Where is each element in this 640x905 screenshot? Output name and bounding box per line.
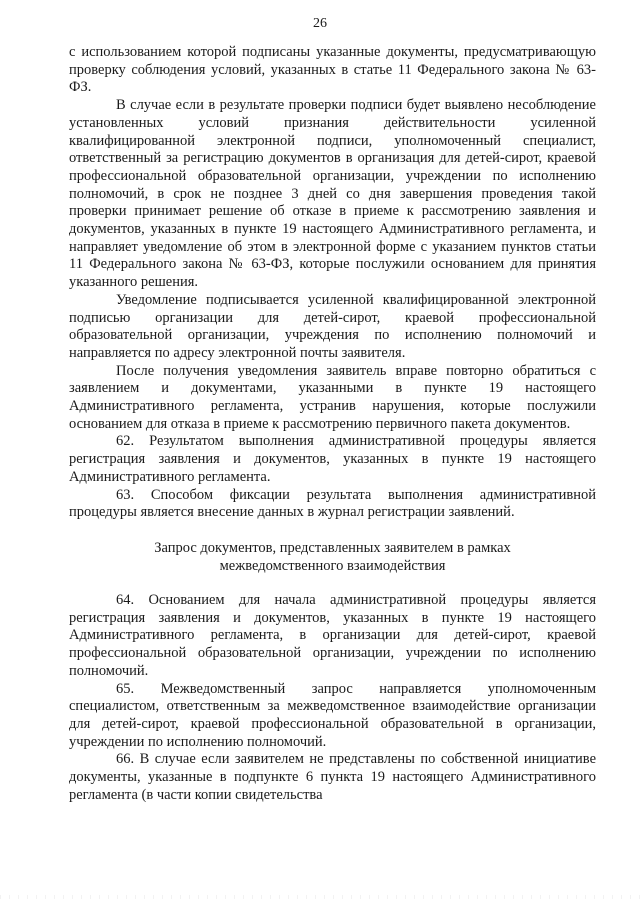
paragraph-66: 66. В случае если заявителем не представлены по собственной инициативе документы, указанные в подпункте 6 пункта 19 настоящего Административного регламента (в части копии свидетельства: [69, 751, 596, 803]
document-body: [69, 44, 596, 804]
section-heading: [69, 539, 596, 575]
paragraph-continuation: с использованием которой подписаны указанные документы, предусматривающую проверку соблюдения условий, указанных в статье 11 Федерального закона № 63-ФЗ.: [69, 44, 596, 96]
paragraph-repeat-application: После получения уведомления заявитель вправе повторно обратиться с заявлением и документами, указанными в пункте 19 настоящего Административного регламента, устранив нарушения, которые послужили основанием для отказа в приеме к рассмотрению первичного пакета документов.: [69, 362, 596, 432]
paragraph-64: 64. Основанием для начала административной процедуры является регистрация заявления и документов, указанных в пункте 19 настоящего Административного регламента, в организации для детей-сирот, краевой профессиональной образовательной организации, учреждении по исполнению полномочий.: [69, 591, 596, 679]
paragraph-signature-check: В случае если в результате проверки подписи будет выявлено несоблюдение установленных условий признания действительности усиленной квалифицированной электронной подписи, уполномоченный специалист, ответственный за регистрацию документов в организация для детей-сирот, краевой профессиональной образовательной организации, учреждении по исполнению полномочий, в срок не позднее 3 дней со дня завершения проведения такой проверки принимает решение об отказе в приеме к рассмотрению заявления и документов, указанных в пункте 19 настоящего Административного регламента, и направляет уведомление об этом в электронной форме с указанием пунктов статьи 11 Федерального закона № 63-ФЗ, которые послужили основанием для принятия указанного решения.: [69, 97, 596, 291]
paragraph-62: 62. Результатом выполнения административной процедуры является регистрация заявления и документов, указанных в пункте 19 настоящего Административного регламента.: [69, 433, 596, 485]
section-heading-line-2: межведомственного взаимодействия: [219, 557, 446, 574]
paragraph-63: 63. Способом фиксации результата выполнения административной процедуры является внесение данных в журнал регистрации заявлений.: [69, 486, 596, 521]
scan-noise-divider: [0, 895, 640, 899]
section-heading-line-1: Запрос документов, представленных заявителем в рамках: [154, 539, 511, 556]
page-number: 26: [313, 16, 327, 31]
paragraph-65: 65. Межведомственный запрос направляется уполномоченным специалистом, ответственным за межведомственное взаимодействие организации для детей-сирот, краевой профессиональной образовательной в организации, учреждении по исполнению полномочий.: [69, 680, 596, 750]
paragraph-notification-signing: Уведомление подписывается усиленной квалифицированной электронной подписью организации для детей-сирот, краевой профессиональной образовательной организации, учреждения по исполнению полномочий и направляется по адресу электронной почты заявителя.: [69, 291, 596, 361]
